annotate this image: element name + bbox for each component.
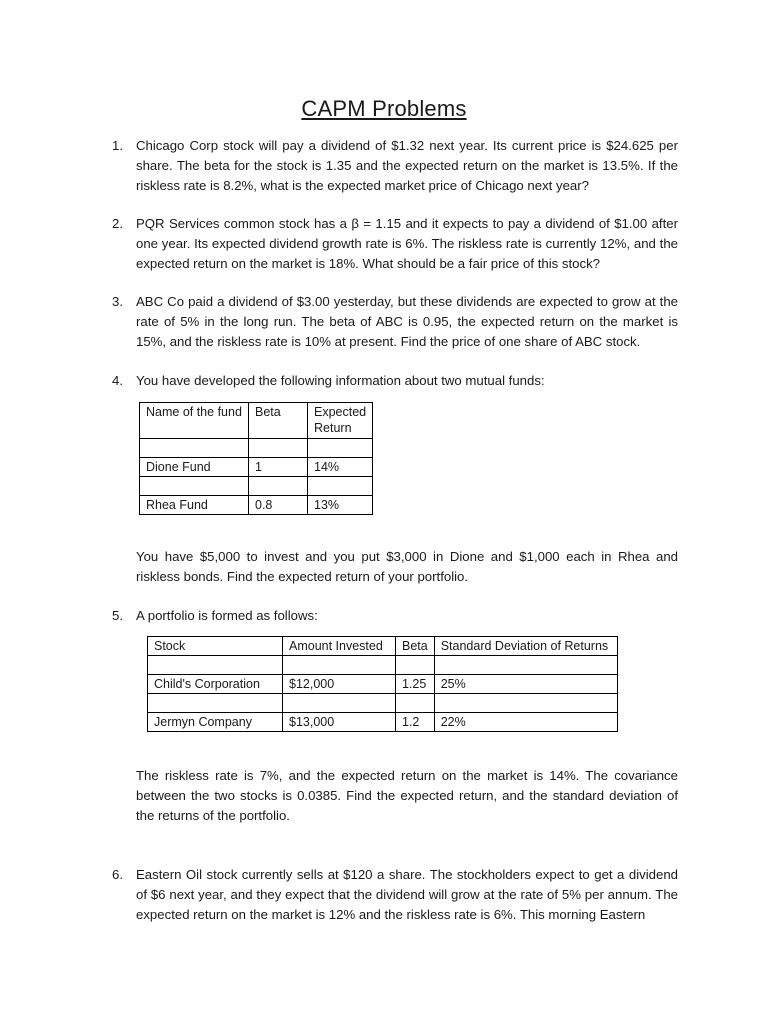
table-spacer-row (148, 656, 618, 675)
table-cell: 25% (434, 675, 617, 694)
portfolio-table (147, 636, 618, 732)
table-spacer-row (148, 694, 618, 713)
table-header-row (140, 403, 373, 439)
table-header-cell: Name of the fund (140, 403, 249, 439)
mutual-funds-table (139, 402, 373, 515)
table-cell: 1 (249, 458, 308, 477)
table-header-row (148, 637, 618, 656)
problem-number: 1. (112, 138, 123, 153)
problem-5-followup: The riskless rate is 7%, and the expected return on the market is 14%. The covariance between the two stocks is 0.0385. Find the expected return, and the standard deviation of the returns of the portfolio. (136, 768, 678, 823)
table-cell: 0.8 (249, 496, 308, 515)
table-cell: 14% (308, 458, 373, 477)
table-row (140, 458, 373, 477)
table-row (148, 675, 618, 694)
table-header-cell: Standard Deviation of Returns (434, 637, 617, 656)
problem-number: 3. (112, 294, 123, 309)
table-cell: Jermyn Company (148, 713, 283, 732)
page-title: CAPM Problems (301, 96, 467, 121)
table-spacer-row (140, 439, 373, 458)
problem-6 (112, 865, 678, 925)
table-cell: Dione Fund (140, 458, 249, 477)
problem-3 (112, 292, 678, 352)
problem-4 (112, 371, 678, 391)
table-header-cell: Beta (249, 403, 308, 439)
table-header-cell: Beta (396, 637, 435, 656)
table-cell: $12,000 (283, 675, 396, 694)
problem-number: 6. (112, 867, 123, 882)
problem-4-followup: You have $5,000 to invest and you put $3,000 in Dione and $1,000 each in Rhea and riskless bonds. Find the expected return of your portfolio. (136, 549, 678, 584)
table-header-cell: Stock (148, 637, 283, 656)
problem-number: 4. (112, 373, 123, 388)
table-cell: Rhea Fund (140, 496, 249, 515)
problem-number: 2. (112, 216, 123, 231)
table-header-cell: Expected Return (308, 403, 373, 439)
table-cell: 1.25 (396, 675, 435, 694)
table-cell: 22% (434, 713, 617, 732)
table-spacer-row (140, 477, 373, 496)
table-cell: 1.2 (396, 713, 435, 732)
problem-text: You have developed the following information about two mutual funds: (136, 373, 545, 388)
table-row (148, 713, 618, 732)
problem-text: ABC Co paid a dividend of $3.00 yesterday, but these dividends are expected to grow at the rate of 5% in the long run. The beta of ABC is 0.95, the expected return on the market is 15%, and the riskless rate is 10% at present. Find the price of one share of ABC stock. (136, 294, 678, 349)
table-row (140, 496, 373, 515)
problem-text: Eastern Oil stock currently sells at $120 a share. The stockholders expect to get a dividend of $6 next year, and they expect that the dividend will grow at the rate of 5% per annum. The expected return on the market is 12% and the riskless rate is 6%. This morning Eastern (136, 867, 678, 922)
problem-text: PQR Services common stock has a β = 1.15 and it expects to pay a dividend of $1.00 after one year. Its expected dividend growth rate is 6%. The riskless rate is currently 12%, and the expected return on the market is 18%. What should be a fair price of this stock? (136, 216, 678, 271)
table-cell: 13% (308, 496, 373, 515)
problem-text: Chicago Corp stock will pay a dividend of $1.32 next year. Its current price is $24.625 per share. The beta for the stock is 1.35 and the expected return on the market is 13.5%. If the riskless rate is 8.2%, what is the expected market price of Chicago next year? (136, 138, 678, 193)
problem-5 (112, 606, 678, 626)
problem-2 (112, 214, 678, 274)
problem-1 (112, 136, 678, 196)
table-cell: $13,000 (283, 713, 396, 732)
problem-number: 5. (112, 608, 123, 623)
table-header-cell: Amount Invested (283, 637, 396, 656)
table-cell: Child's Corporation (148, 675, 283, 694)
problem-text: A portfolio is formed as follows: (136, 608, 318, 623)
